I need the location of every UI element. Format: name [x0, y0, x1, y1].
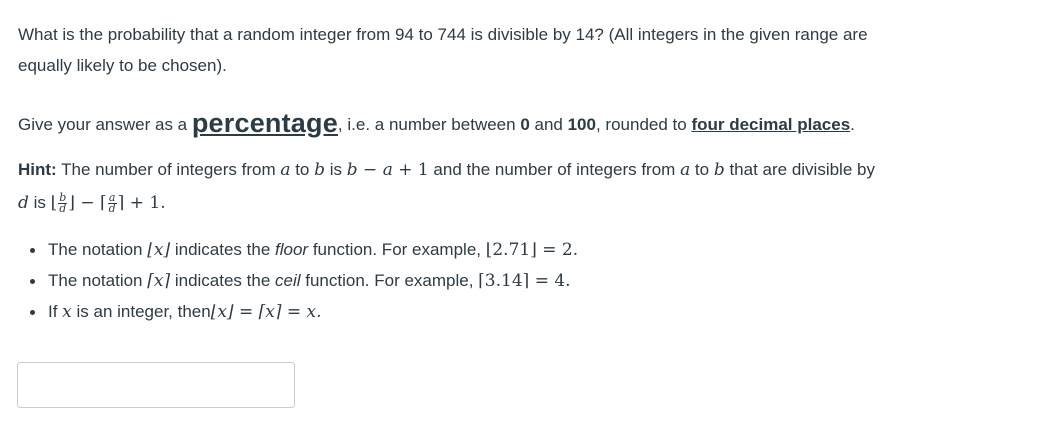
ceil-word: ceil [275, 271, 301, 290]
hint-text-3: that are divisible by [724, 160, 875, 179]
hint-is: is [325, 160, 347, 179]
hint-line-1 [18, 159, 875, 181]
instructions-and: and [529, 115, 568, 134]
answer-instructions [18, 107, 855, 139]
floor-right-bracket: ⌋ [68, 193, 75, 213]
instructions-prefix: Give your answer as a [18, 115, 192, 134]
bullet-3-post: is an integer, then [71, 302, 211, 321]
ceil-left-bracket: ⌈ [100, 193, 107, 213]
bullet-item-ceil [48, 270, 571, 292]
instructions-end: . [850, 115, 855, 134]
bullet-3-var-x: x [62, 302, 72, 322]
fraction-b-over-d: $\frac{b}{d}$ [59, 191, 67, 215]
bullet-2-mid: indicates the [170, 271, 276, 290]
hint-text-2: and the number of integers from [428, 160, 681, 179]
bullet-2-pre: The notation [48, 271, 148, 290]
hint-label: Hint: [18, 160, 57, 179]
percentage-emphasis: percentage [191, 108, 338, 138]
hint-is-2: is [28, 193, 51, 212]
hint-var-a-2: a [680, 160, 691, 180]
hint-var-b-2: b [713, 160, 725, 180]
range-max: 100 [567, 115, 596, 134]
hint-var-a: a [280, 160, 291, 180]
range-min: 0 [520, 115, 530, 134]
answer-input[interactable] [17, 362, 295, 408]
floor-notation: ⌊x⌋ [147, 240, 171, 260]
ceil-example: ⌈3.14⌉ = 4. [478, 271, 571, 291]
hint-count-formula: b − a + 1 [346, 160, 429, 180]
bullet-1-mid: indicates the [170, 240, 276, 259]
bullet-3-pre: If [48, 302, 63, 321]
question-text-line-1 [18, 24, 868, 46]
fraction-a-over-d: $\frac{a}{d}$ [108, 191, 116, 215]
bullet-dot-3 [30, 310, 35, 315]
floor-example: ⌊2.71⌋ = 2. [485, 240, 579, 260]
hint-divisible-formula [51, 193, 166, 213]
floor-left-bracket: ⌊ [50, 193, 58, 213]
rounding-emphasis: four decimal places [691, 115, 851, 134]
question-text-line-2 [18, 55, 227, 77]
bullet-item-floor [48, 239, 578, 261]
bullet-1-pre: The notation [48, 240, 148, 259]
hint-to-2: to [690, 160, 714, 179]
floor-word: floor [275, 240, 309, 259]
bullet-1-post: function. For example, [308, 240, 486, 259]
instructions-rounded: , rounded to [595, 115, 692, 134]
minus-sign: − [74, 193, 101, 213]
hint-var-d: d [18, 193, 29, 213]
hint-var-b: b [314, 160, 325, 180]
hint-to: to [290, 160, 315, 179]
bullet-dot-1 [30, 248, 35, 253]
ceil-right-bracket: ⌉ [117, 193, 125, 213]
integer-example: ⌊x⌋ = ⌈x⌉ = x. [210, 302, 322, 322]
bullet-2-post: function. For example, [300, 271, 479, 290]
bullet-item-integer [48, 301, 322, 323]
hint-text-1: The number of integers from [56, 160, 281, 179]
question-line-2: equally likely to be chosen). [18, 56, 227, 75]
plus-one: + 1. [124, 193, 166, 213]
hint-line-2 [18, 190, 166, 216]
ceil-notation: ⌈x⌉ [147, 271, 171, 291]
bullet-dot-2 [30, 279, 35, 284]
instructions-middle: , i.e. a number between [337, 115, 521, 134]
question-line-1: What is the probability that a random integer from 94 to 744 is divisible by 14? (All integers in the given range are [18, 25, 868, 44]
